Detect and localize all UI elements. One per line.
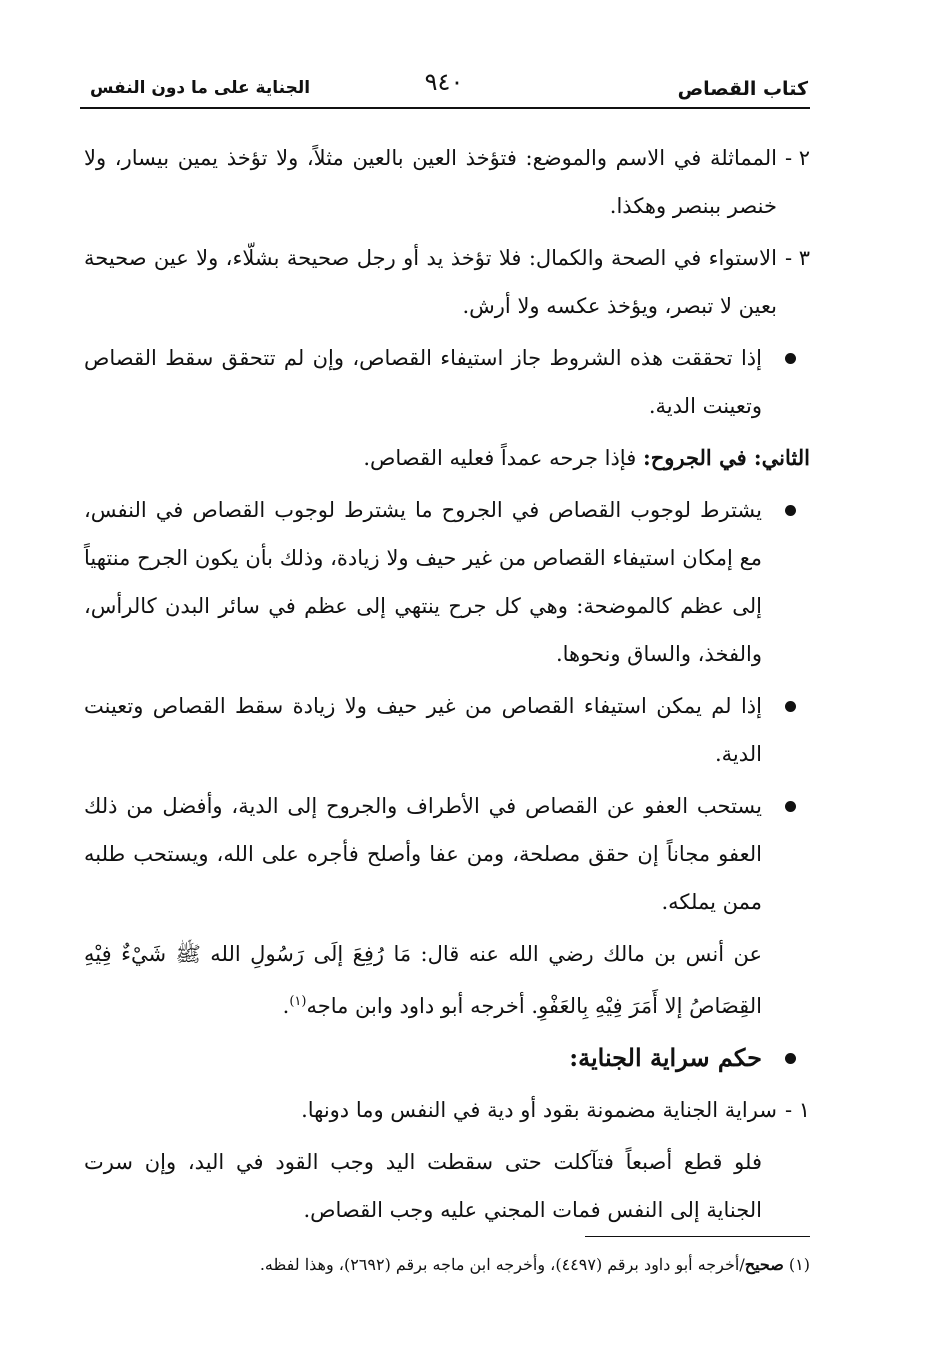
item-number: ٣ - [784,246,810,270]
bullet-text: إذا لم يمكن استيفاء القصاص من غير حيف ولا زيادة سقط القصاص وتعينت الدية. [84,694,762,766]
section-lead: الثاني: في الجروح: [642,445,810,470]
numbered-item-2 [84,134,810,230]
section-text: فإذا جرحه عمداً فعليه القصاص. [363,446,637,470]
bullet-text: إذا تحققت هذه الشروط جاز استيفاء القصاص، وإن لم تتحقق سقط القصاص وتعينت الدية. [84,346,762,418]
section-heading: حكم سراية الجناية: [569,1043,762,1072]
hadith-text: مَا رُفِعَ إلَى رَسُولِ الله ﷺ شَيْءٌ فِيْهِ القِصَاصُ إلا أَمَرَ فِيْهِ بِالعَفْوِ. [84,942,762,1018]
bullet-item [84,334,810,430]
item-text: سراية الجناية مضمونة بقود أو دية في النفس وما دونها. [301,1098,777,1122]
page-number: ٩٤٠ [424,68,464,96]
closing-paragraph: فلو قطع أصبعاً فتآكلت حتى سقطت اليد وجب القود في اليد، وإن سرت الجناية إلى النفس فمات المجني عليه وجب القصاص. [84,1150,762,1222]
header-rule [80,107,810,109]
footnote-text: /أخرجه أبو داود برقم (٤٤٩٧)، وأخرجه ابن ماجه برقم (٢٦٩٢)، وهذا لفظه. [259,1255,745,1274]
hadith-end: . [282,994,290,1018]
chapter-title: الجناية على ما دون النفس [90,78,311,98]
bullet-text: يستحب العفو عن القصاص في الأطراف والجروح إلى الدية، وأفضل من ذلك العفو مجاناً إن حقق مصلحة، ومن عفا وأصلح فأجره على الله، ويستحب طلبه ممن يملكه. [84,794,762,914]
bullet-dot-icon [762,486,810,534]
item-number: ١ - [784,1098,810,1122]
footnote [110,1250,810,1280]
item-text: الاستواء في الصحة والكمال: فلا تؤخذ يد أو رجل صحيحة بشلّاء، ولا عين صحيحة بعين لا تبصر، ويؤخذ عكسه ولا أرش. [84,246,777,318]
bullet-item [84,486,810,678]
numbered-item-3 [84,234,810,330]
footnote-marker: (١) [788,1255,810,1274]
hadith-intro: عن أنس بن مالك رضي الله عنه قال: [420,942,762,966]
bullet-item [84,782,810,926]
hadith-paragraph [84,930,810,1030]
section-paragraph [84,434,810,482]
bullet-dot-icon [762,682,810,730]
bullet-item [84,682,810,778]
footnote-ref: (١) [289,994,307,1009]
bullet-dot-icon [762,334,810,382]
page-body [84,134,810,1238]
book-title: كتاب القصاص [677,78,808,100]
bullet-dot-icon [762,1034,810,1082]
numbered-item-1 [84,1086,810,1134]
running-header [80,68,808,108]
hadith-source: أخرجه أبو داود وابن ماجه [306,994,525,1018]
item-text: المماثلة في الاسم والموضع: فتؤخذ العين بالعين مثلاً، ولا تؤخذ يمين بيسار، ولا خنصر ببنصر وهكذا. [84,146,777,218]
item-number: ٢ - [784,146,810,170]
bullet-dot-icon [762,782,810,830]
bullet-heading [84,1034,810,1082]
bullet-text: يشترط لوجوب القصاص في الجروح ما يشترط لوجوب القصاص في النفس، مع إمكان استيفاء القصاص من غير حيف ولا زيادة، وذلك بأن يكون الجرح منتهياً إلى عظم كالموضحة: وهي كل جرح ينتهي إلى عظم في سائر البدن كالرأس، والفخذ، والساق ونحوها. [84,498,762,666]
footnote-grade: صحيح [744,1255,784,1274]
footnote-rule [585,1236,810,1237]
